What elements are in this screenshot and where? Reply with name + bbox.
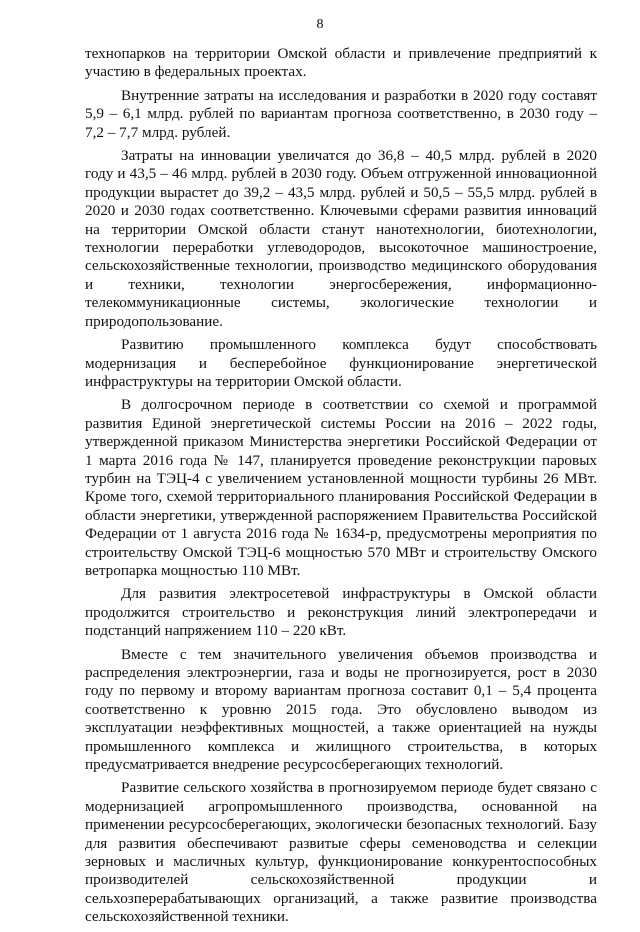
paragraph-agriculture: Развитие сельского хозяйства в прогнозируемом периоде будет связано с модернизацией агропромышленного производства, основанной на применении ресурсосберегающих, экологически безопасных технологий. Базу для развития обеспечивают развитые сферы семеноводства и селекции зерновых и масличных культур, функционирование конкурентоспособных производителей сельскохозяйственной продукции и сельхозперерабатывающих организаций, а также развитие производства сельскохозяйственной техники. (85, 779, 597, 926)
page-number: 8 (316, 17, 324, 32)
paragraph-grid-infrastructure: Для развития электросетевой инфраструктуры в Омской области продолжится строительство и реконструкция линий электропередачи и подстанций напряжением 110 – 220 кВт. (85, 585, 597, 640)
paragraph-energy-system: В долгосрочном периоде в соответствии со схемой и программой развития Единой энергетической системы России на 2016 – 2022 годы, утвержденной приказом Министерства энергетики Российской Федерации от 1 марта 2016 года № 147, планируется проведение реконструкции паровых турбин на ТЭЦ-4 с увеличением установленной мощности турбины 26 МВт. Кроме того, схемой территориального планирования Российской Федерации в области энергетики, утвержденной распоряжением Правительства Российской Федерации от 1 августа 2016 года № 1634-р, предусмотрены мероприятия по строительству Омской ТЭЦ-6 мощностью 570 МВт и строительству Омского ветропарка мощностью 110 МВт. (85, 396, 597, 579)
paragraph-electricity-forecast: Вместе с тем значительного увеличения объемов производства и распределения электроэнергии, газа и воды не прогнозируется, рост в 2030 году по первому и второму вариантам прогноза составит 0,1 – 5,4 процента соответственно к уровню 2015 года. Это обусловлено выводом из эксплуатации неэффективных мощностей, а также ориентацией на нужды промышленного комплекса и жилищного строительства, в которых предусматривается внедрение ресурсосберегающих технологий. (85, 645, 597, 774)
paragraph-industrial-complex: Развитию промышленного комплекса будут способствовать модернизация и бесперебойное функционирование энергетической инфраструктуры на территории Омской области. (85, 336, 597, 390)
document-body (85, 45, 597, 932)
paragraph-rnd-costs: Внутренние затраты на исследования и разработки в 2020 году составят 5,9 – 6,1 млрд. рублей по вариантам прогноза соответственно, в 2030 году – 7,2 – 7,7 млрд. рублей. (85, 86, 597, 141)
paragraph-innovation-costs: Затраты на инновации увеличатся до 36,8 – 40,5 млрд. рублей в 2020 году и 43,5 – 46 млрд. рублей в 2030 году. Объем отгруженной инновационной продукции вырастет до 39,2 – 43,5 млрд. рублей и 50,5 – 55,5 млрд. рублей в 2020 и 2030 годах соответственно. Ключевыми сферами развития инноваций на территории Омской области станут нанотехнологии, биотехнологии, технологии переработки углеводородов, высокоточное машиностроение, сельскохозяйственные технологии, производство медицинского оборудования и техники, технологии энергосбережения, информационно-телекоммуникационные системы, экологические технологии и природопользование. (85, 147, 597, 330)
paragraph-technoparks: технопарков на территории Омской области и привлечение предприятий к участию в федеральных проектах. (85, 45, 597, 81)
